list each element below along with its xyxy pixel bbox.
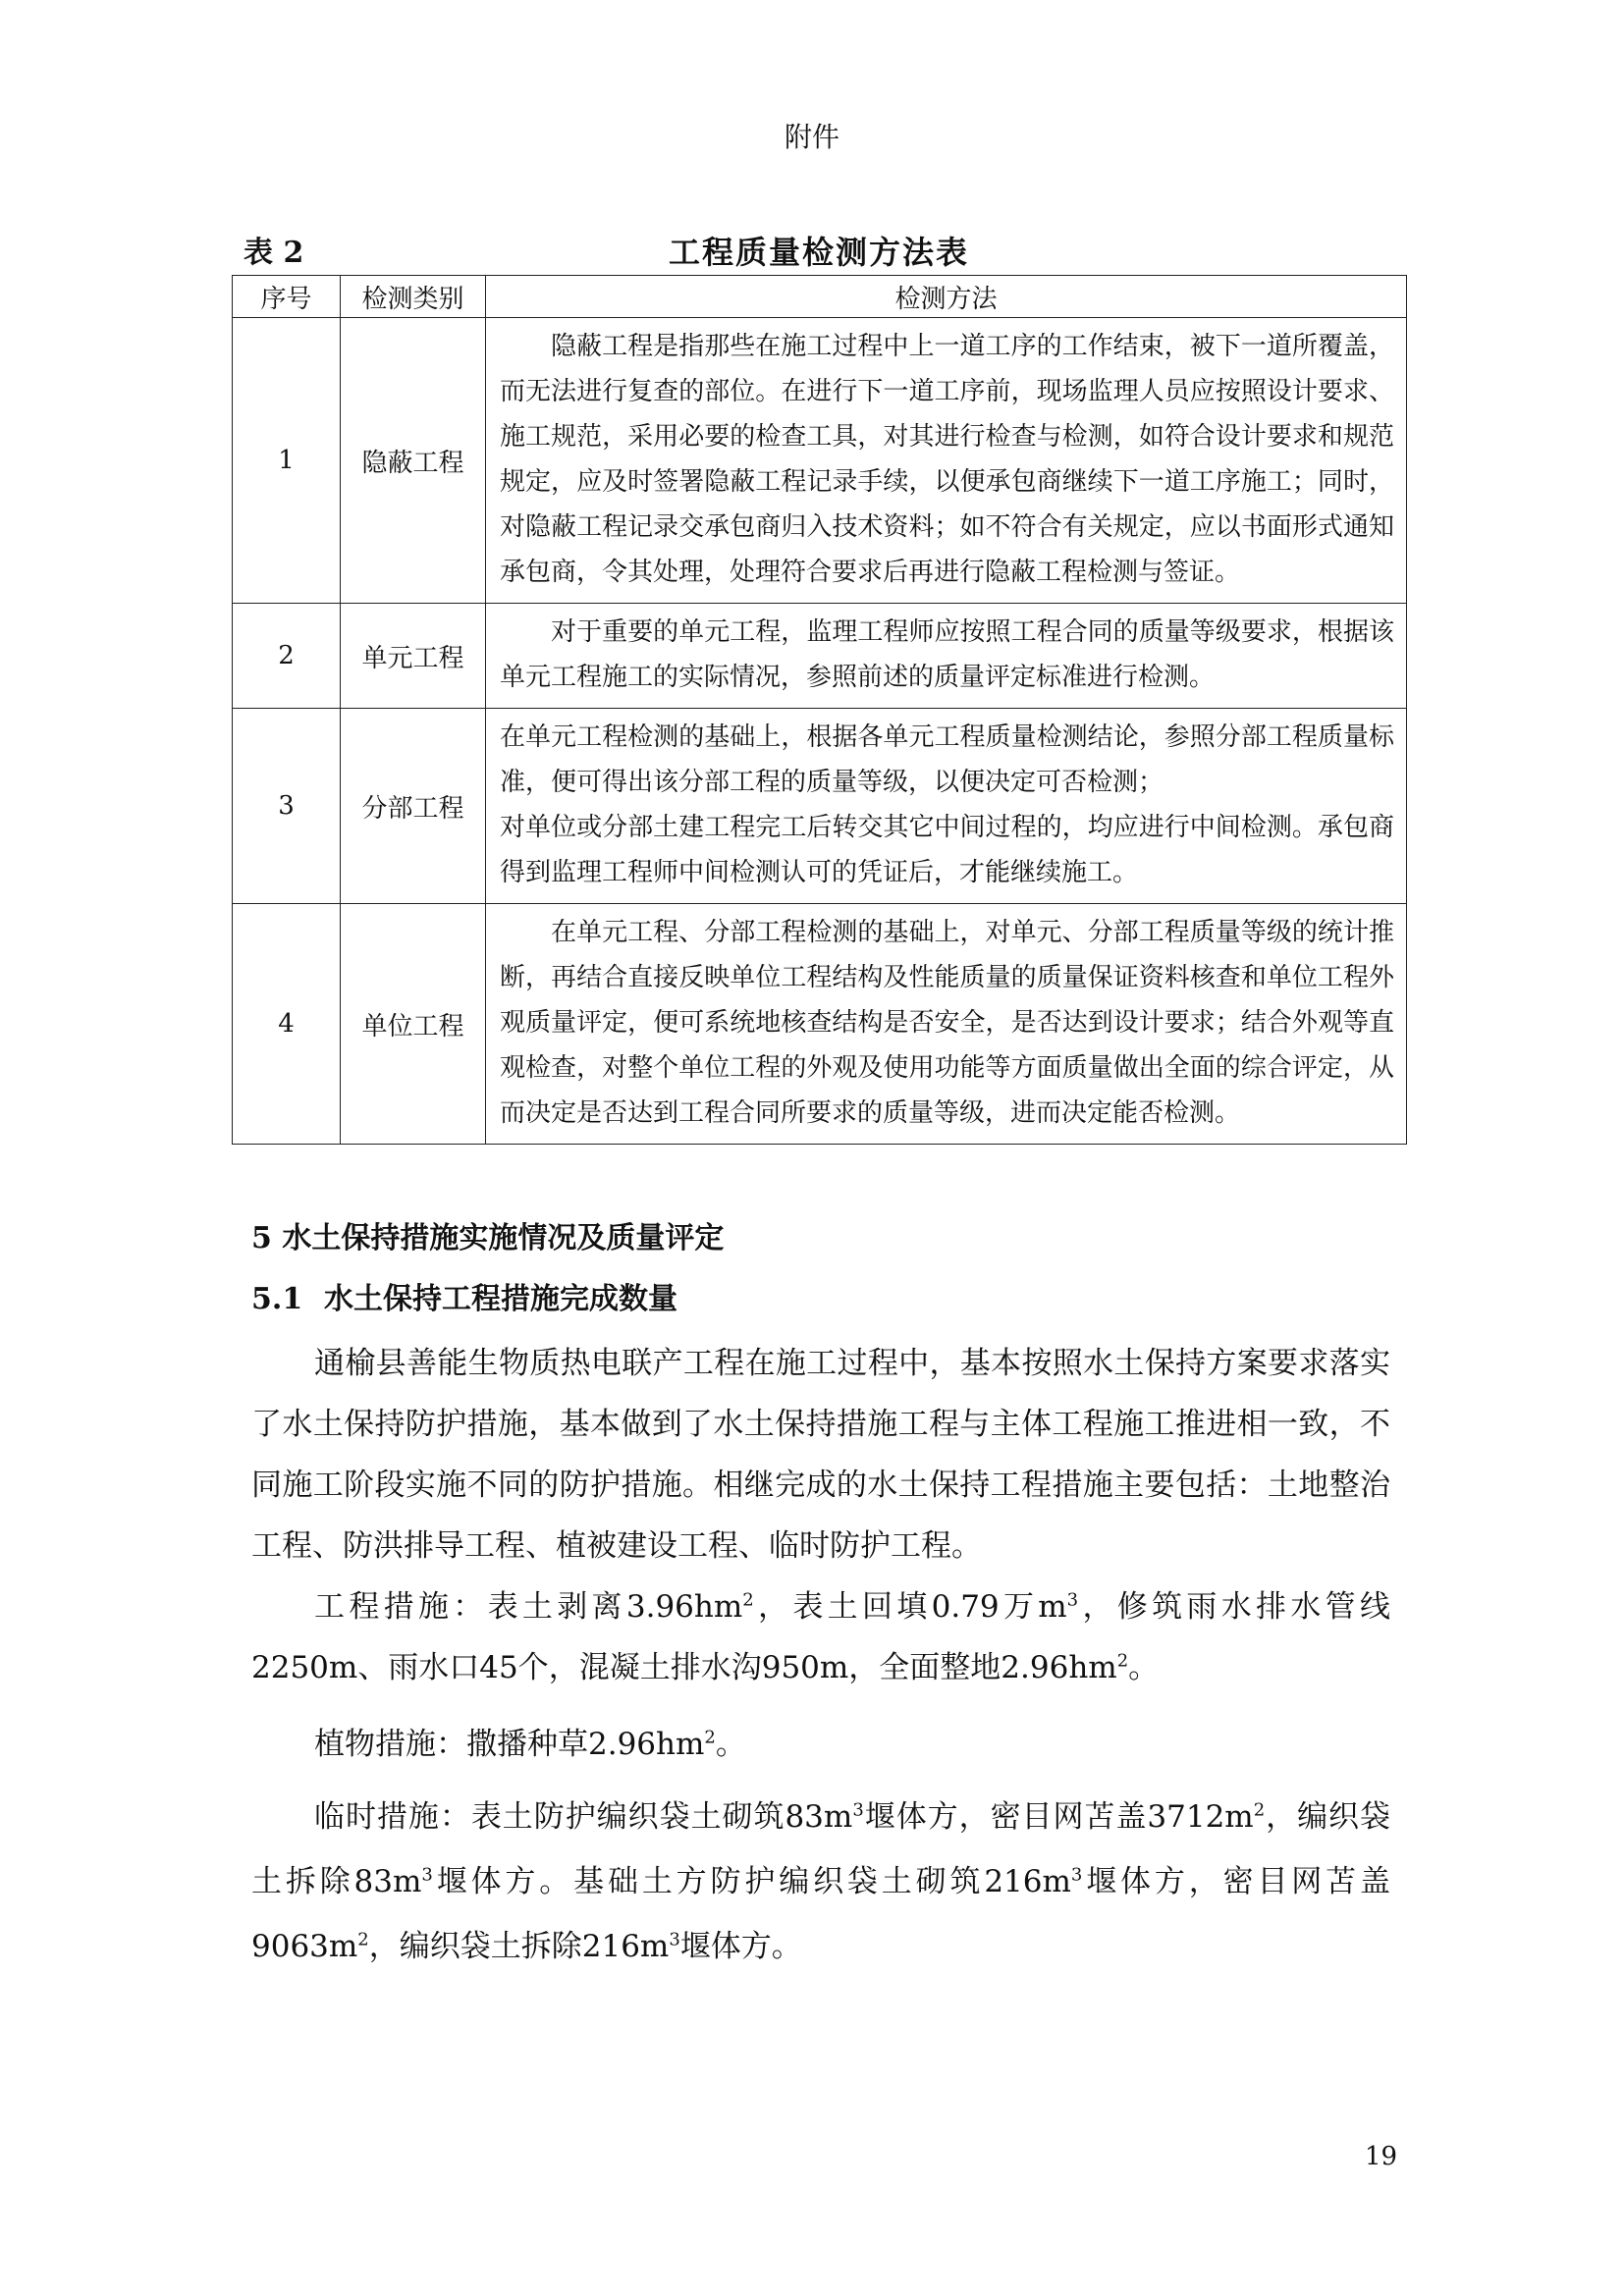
method-text: 在单元工程检测的基础上，根据各单元工程质量检测结论，参照分部工程质量标准，便可得出该分部工程的质量等级，以便决定可否检测； xyxy=(500,722,1394,797)
section-5-1-heading xyxy=(251,1274,677,1317)
row-method xyxy=(486,318,1407,604)
row-number: 2 xyxy=(233,604,341,709)
plant-measures-paragraph: 植物措施：撒播种草$2.96hm^2$。 xyxy=(314,1727,746,1762)
column-header-no: 序号 xyxy=(233,276,341,318)
intro-paragraph-block xyxy=(251,1333,1390,1576)
row-category: 分部工程 xyxy=(341,709,486,904)
intro-paragraph: 通榆县善能生物质热电联产工程在施工过程中，基本按照水土保持方案要求落实了水土保持防护措施，基本做到了水土保持措施工程与主体工程施工推进相一致，不同施工阶段实施不同的防护措施。相继完成的水土保持工程措施主要包括：土地整治工程、防洪排导工程、植被建设工程、临时防护工程。 xyxy=(251,1346,1390,1564)
engineering-measures-paragraph: 工程措施：表土剥离$3.96hm^2$，表土回填0.79万$m^3$，修筑雨水排水管线2250m、雨水口45个，混凝土排水沟950m，全面整地$2.96hm^2$。 xyxy=(251,1589,1390,1685)
row-category: 单位工程 xyxy=(341,904,486,1145)
section-title: 水土保持工程措施完成数量 xyxy=(324,1282,677,1316)
page-number: 19 xyxy=(1365,2142,1398,2171)
row-number: 1 xyxy=(233,318,341,604)
method-text: 隐蔽工程是指那些在施工过程中上一道工序的工作结束，被下一道所覆盖，而无法进行复查的部位。在进行下一道工序前，现场监理人员应按照设计要求、施工规范，采用必要的检查工具，对其进行检查与检测，如符合设计要求和规范规定，应及时签署隐蔽工程记录手续，以便承包商继续下一道工序施工；同时，对隐蔽工程记录交承包商归入技术资料；如不符合有关规定，应以书面形式通知承包商，令其处理，处理符合要求后再进行隐蔽工程检测与签证。 xyxy=(500,332,1394,587)
plant-measures-block xyxy=(251,1714,1390,1775)
row-number: 4 xyxy=(233,904,341,1145)
row-category: 单元工程 xyxy=(341,604,486,709)
row-method xyxy=(486,709,1407,904)
row-method xyxy=(486,604,1407,709)
method-text: 对于重要的单元工程，监理工程师应按照工程合同的质量等级要求，根据该单元工程施工的实际情况，参照前述的质量评定标准进行检测。 xyxy=(500,617,1394,692)
table-title: 工程质量检测方法表 xyxy=(668,234,969,271)
table-caption xyxy=(232,228,1406,271)
table-row xyxy=(233,318,1407,604)
temporary-measures-block xyxy=(251,1785,1390,1979)
quality-inspection-table xyxy=(232,275,1407,1145)
section-5-heading: 5 水土保持措施实施情况及质量评定 xyxy=(251,1221,725,1255)
row-category: 隐蔽工程 xyxy=(341,318,486,604)
column-header-method: 检测方法 xyxy=(486,276,1407,318)
column-header-category: 检测类别 xyxy=(341,276,486,318)
method-text: 在单元工程、分部工程检测的基础上，对单元、分部工程质量等级的统计推断，再结合直接反映单位工程结构及性能质量的质量保证资料核查和单位工程外观质量评定，便可系统地核查结构是否安全，是否达到设计要求；结合外观等直观检查，对整个单位工程的外观及使用功能等方面质量做出全面的综合评定，从而决定是否达到工程合同所要求的质量等级，进而决定能否检测。 xyxy=(500,918,1394,1128)
engineering-measures-block xyxy=(251,1576,1390,1698)
row-number: 3 xyxy=(233,709,341,904)
row-method xyxy=(486,904,1407,1145)
table-row xyxy=(233,604,1407,709)
table-number: 表 2 xyxy=(244,236,304,270)
section-number: 5.1 xyxy=(251,1282,303,1316)
attachment-label: 附件 xyxy=(784,121,839,153)
table-row xyxy=(233,904,1407,1145)
table-header-row xyxy=(233,276,1407,318)
table-row xyxy=(233,709,1407,904)
method-text: 对单位或分部土建工程完工后转交其它中间过程的，均应进行中间检测。承包商得到监理工程师中间检测认可的凭证后，才能继续施工。 xyxy=(500,813,1394,887)
temporary-measures-paragraph: 临时措施：表土防护编织袋土砌筑$83m^3$堰体方，密目网苫盖$3712m^2$，编织袋土拆除$83m^3$堰体方。基础土方防护编织袋土砌筑$216m^3$堰体方，密目网苫盖$9063m^2$，编织袋土拆除$216m^3$堰体方。 xyxy=(251,1799,1391,1964)
